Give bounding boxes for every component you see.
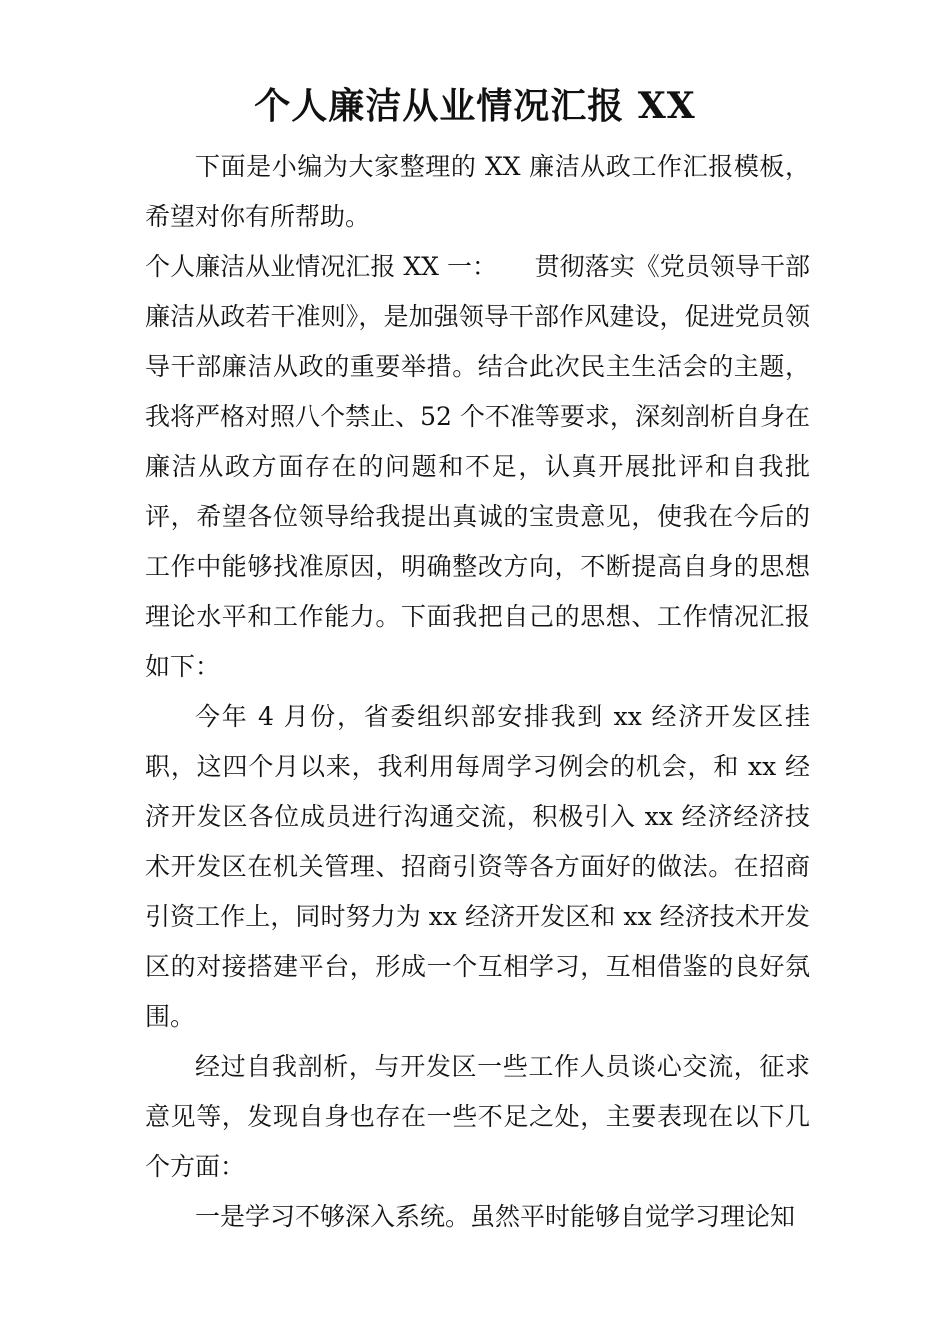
report-one-paragraph: 个人廉洁从业情况汇报 XX 一： 贯彻落实《党员领导干部廉洁从政若干准则》，是加强领导干部作风建设，促进党员领导干部廉洁从政的重要举措。结合此次民主生活会的主题，我将严格对照八个禁止、52 个不准等要求，深刻剖析自身在廉洁从政方面存在的问题和不足，认真开展批评和自我批评，希望各位领导给我提出真诚的宝贵意见，使我在今后的工作中能够找准原因，明确整改方向，不断提高自身的思想理论水平和工作能力。下面我把自己的思想、工作情况汇报如下： [145,252,810,681]
work-experience-paragraph: 今年 4 月份，省委组织部安排我到 xx 经济开发区挂职，这四个月以来，我利用每周学习例会的机会，和 xx 经济开发区各位成员进行沟通交流，积极引入 xx 经济经济技术开发区在机关管理、招商引资等各方面好的做法。在招商引资工作上，同时努力为 xx 经济开发区和 xx 经济技术开发区的对接搭建平台，形成一个互相学习，互相借鉴的良好氛围。 [145,702,810,1031]
document-title: 个人廉洁从业情况汇报 XX [254,85,696,127]
self-analysis-paragraph: 经过自我剖析，与开发区一些工作人员谈心交流，征求意见等，发现自身也存在一些不足之处，主要表现在以下几个方面： [145,1052,810,1181]
first-shortcoming-paragraph: 一是学习不够深入系统。虽然平时能够自觉学习理论知 [195,1202,796,1231]
intro-paragraph: 下面是小编为大家整理的 XX 廉洁从政工作汇报模板，希望对你有所帮助。 [145,152,810,231]
document-body [145,142,810,1242]
